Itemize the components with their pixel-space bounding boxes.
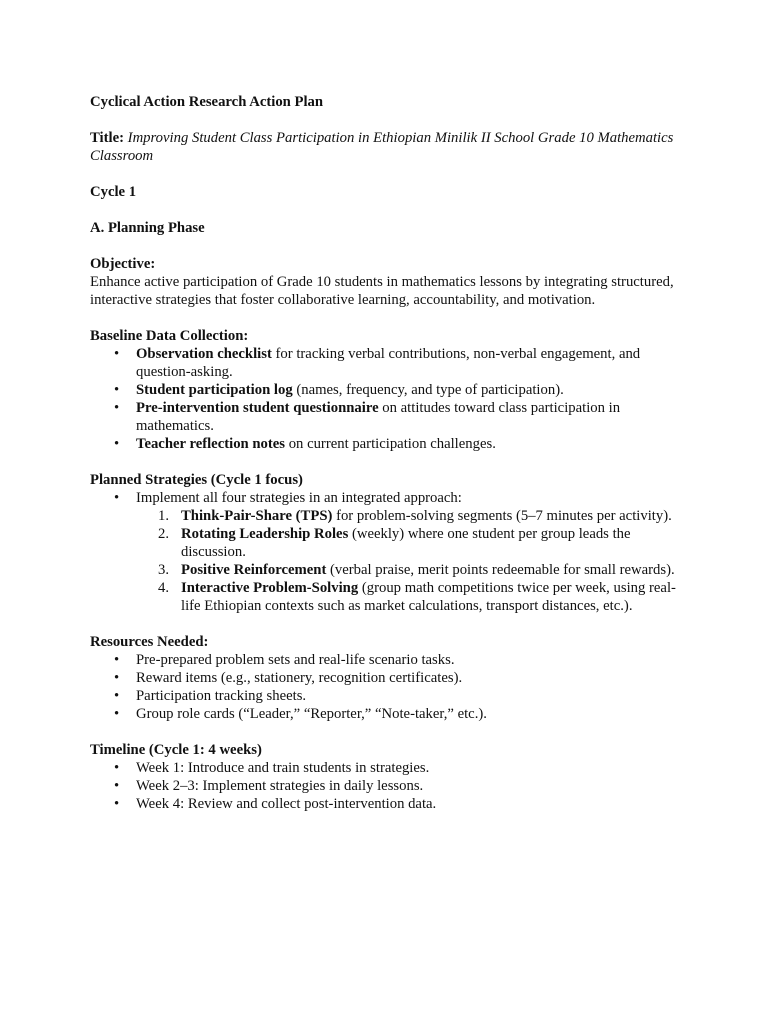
bullet-icon: • (114, 688, 120, 704)
numbered-item (136, 525, 690, 561)
bullet-icon: • (114, 346, 120, 362)
objective-heading: Objective: (90, 256, 156, 272)
phase-heading: A. Planning Phase (90, 220, 205, 236)
list-item (90, 687, 690, 705)
bullet-icon: • (114, 652, 120, 668)
item-bold: Teacher reflection notes (136, 436, 286, 452)
bullet-icon: • (114, 796, 120, 812)
title-text: Improving Student Class Participation in Ethiopian Minilik II School Grade 10 Mathematics Classroom (90, 130, 674, 164)
numbered-item (136, 579, 690, 615)
item-text: (names, frequency, and type of participation). (292, 382, 564, 398)
strategy-steps (136, 507, 690, 615)
item-text: (weekly) where one student per group leads the discussion. (181, 526, 631, 560)
list-item (90, 651, 690, 669)
numbered-item (136, 561, 690, 579)
list-item (90, 435, 690, 453)
resources-heading: Resources Needed: (90, 634, 209, 650)
item-bold: Pre-intervention student questionnaire (136, 400, 379, 416)
bullet-icon: • (114, 670, 120, 686)
item-number: 3. (158, 562, 170, 578)
item-text: Week 4: Review and collect post-intervention data. (136, 796, 437, 812)
item-text: Participation tracking sheets. (136, 688, 307, 704)
item-number: 4. (158, 580, 170, 596)
list-item (90, 399, 690, 435)
item-bold: Think-Pair-Share (TPS) (181, 508, 333, 524)
timeline-list (90, 759, 690, 813)
item-bold: Observation checklist (136, 346, 272, 362)
item-number: 2. (158, 526, 170, 542)
list-item (90, 705, 690, 723)
document-title: Cyclical Action Research Action Plan (90, 94, 324, 110)
item-text: Pre-prepared problem sets and real-life scenario tasks. (136, 652, 455, 668)
strategies-list (90, 489, 690, 615)
item-text: Reward items (e.g., stationery, recognition certificates). (136, 670, 463, 686)
bullet-icon: • (114, 706, 120, 722)
bullet-icon: • (114, 382, 120, 398)
item-bold: Student participation log (136, 382, 293, 398)
item-text: for problem-solving segments (5–7 minutes per activity). (332, 508, 672, 524)
bullet-icon: • (114, 436, 120, 452)
list-item (90, 345, 690, 381)
item-text: (verbal praise, merit points redeemable for small rewards). (326, 562, 675, 578)
title-label: Title: (90, 130, 124, 146)
item-text: (group math competitions twice per week, using real-life Ethiopian contexts such as market calculations, transport distances, etc.). (181, 580, 676, 614)
list-item (90, 759, 690, 777)
resources-list (90, 651, 690, 723)
bullet-icon: • (114, 400, 120, 416)
baseline-list (90, 345, 690, 453)
list-item (90, 669, 690, 687)
timeline-heading: Timeline (Cycle 1: 4 weeks) (90, 742, 262, 758)
title-line (90, 129, 690, 165)
document-page (90, 93, 690, 813)
objective-text: Enhance active participation of Grade 10 students in mathematics lessons by integrating structured, interactive strategies that foster collaborative learning, accountability, and motivation. (90, 274, 674, 308)
item-text: for tracking verbal contributions, non-verbal engagement, and question-asking. (136, 346, 641, 380)
strategies-heading: Planned Strategies (Cycle 1 focus) (90, 472, 303, 488)
bullet-icon: • (114, 490, 120, 506)
list-item (90, 381, 690, 399)
baseline-heading: Baseline Data Collection: (90, 328, 249, 344)
bullet-icon: • (114, 778, 120, 794)
item-text: Week 1: Introduce and train students in strategies. (136, 760, 430, 776)
item-number: 1. (158, 508, 170, 524)
item-text: on attitudes toward class participation in mathematics. (136, 400, 621, 434)
item-text: Group role cards (“Leader,” “Reporter,” “Note-taker,” etc.). (136, 706, 487, 722)
cycle-heading: Cycle 1 (90, 184, 137, 200)
item-bold: Positive Reinforcement (181, 562, 327, 578)
list-item (90, 489, 690, 615)
item-text: on current participation challenges. (285, 436, 496, 452)
numbered-item (136, 507, 690, 525)
list-item (90, 777, 690, 795)
item-text: Week 2–3: Implement strategies in daily lessons. (136, 778, 424, 794)
item-bold: Rotating Leadership Roles (181, 526, 349, 542)
list-item (90, 795, 690, 813)
strategies-intro: Implement all four strategies in an integrated approach: (136, 490, 462, 506)
item-bold: Interactive Problem-Solving (181, 580, 359, 596)
bullet-icon: • (114, 760, 120, 776)
